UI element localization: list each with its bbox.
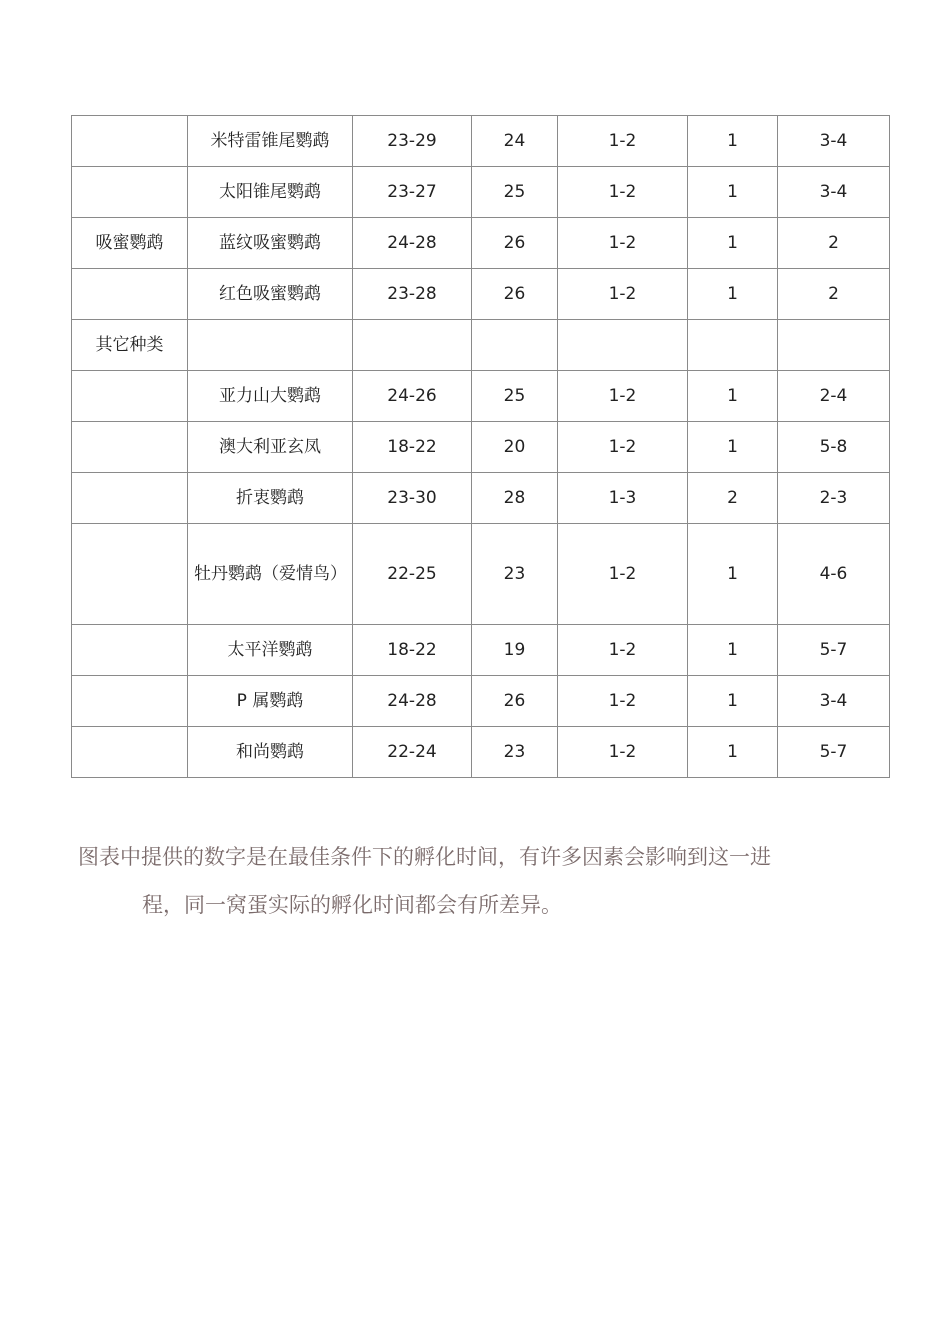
table-row [72,269,890,320]
table-row [72,625,890,676]
value-cell: 3-4 [778,167,890,218]
table-row [72,116,890,167]
group-cell [72,727,188,778]
value-cell: 2-3 [778,473,890,524]
value-cell: 1-2 [558,676,688,727]
species-cell: 米特雷锥尾鹦鹉 [188,116,353,167]
group-cell [72,422,188,473]
value-cell: 3-4 [778,116,890,167]
value-cell: 1-2 [558,269,688,320]
incubation-average-cell: 26 [472,269,558,320]
value-cell: 4-6 [778,524,890,625]
species-cell: 太阳锥尾鹦鹉 [188,167,353,218]
incubation-range-cell: 22-25 [353,524,472,625]
value-cell: 5-7 [778,727,890,778]
species-cell: 牡丹鹦鹉（爱情鸟） [188,524,353,625]
species-cell: 红色吸蜜鹦鹉 [188,269,353,320]
species-cell: 亚力山大鹦鹉 [188,371,353,422]
incubation-average-cell: 26 [472,676,558,727]
incubation-range-cell: 23-29 [353,116,472,167]
value-cell: 1-2 [558,218,688,269]
incubation-average-cell: 23 [472,524,558,625]
table-row [72,218,890,269]
group-cell: 其它种类 [72,320,188,371]
incubation-range-cell: 23-30 [353,473,472,524]
value-cell: 1 [688,269,778,320]
value-cell: 1 [688,167,778,218]
group-cell [72,116,188,167]
incubation-average-cell: 19 [472,625,558,676]
species-cell: 蓝纹吸蜜鹦鹉 [188,218,353,269]
value-cell: 1 [688,422,778,473]
value-cell: 1 [688,371,778,422]
table-row [72,727,890,778]
value-cell: 1-2 [558,371,688,422]
species-cell: 太平洋鹦鹉 [188,625,353,676]
group-cell [72,625,188,676]
species-cell: 和尚鹦鹉 [188,727,353,778]
incubation-average-cell: 23 [472,727,558,778]
value-cell: 1 [688,524,778,625]
value-cell: 2 [688,473,778,524]
group-cell: 吸蜜鹦鹉 [72,218,188,269]
value-cell: 1 [688,218,778,269]
group-cell [72,167,188,218]
value-cell [688,320,778,371]
value-cell [778,320,890,371]
value-cell: 1-2 [558,727,688,778]
table-row [72,320,890,371]
group-cell [72,473,188,524]
value-cell: 1-2 [558,524,688,625]
species-cell: 澳大利亚玄凤 [188,422,353,473]
footnote-line: 图表中提供的数字是在最佳条件下的孵化时间，有许多因素会影响到这一进 [78,845,771,869]
incubation-range-cell: 24-28 [353,676,472,727]
value-cell: 1 [688,676,778,727]
value-cell [558,320,688,371]
incubation-table [71,115,890,778]
incubation-average-cell: 20 [472,422,558,473]
incubation-range-cell: 23-28 [353,269,472,320]
incubation-range-cell: 18-22 [353,625,472,676]
table-row [72,167,890,218]
value-cell: 1-2 [558,422,688,473]
incubation-average-cell [472,320,558,371]
species-cell: 折衷鹦鹉 [188,473,353,524]
value-cell: 1 [688,116,778,167]
value-cell: 2-4 [778,371,890,422]
incubation-range-cell: 22-24 [353,727,472,778]
incubation-range-cell: 23-27 [353,167,472,218]
footnote-line: 程，同一窝蛋实际的孵化时间都会有所差异。 [142,893,562,917]
value-cell: 1-2 [558,116,688,167]
value-cell: 3-4 [778,676,890,727]
group-cell [72,269,188,320]
value-cell: 1 [688,625,778,676]
group-cell [72,371,188,422]
table-row [72,422,890,473]
value-cell: 1-2 [558,167,688,218]
value-cell: 1-2 [558,625,688,676]
incubation-average-cell: 25 [472,371,558,422]
species-cell: P 属鹦鹉 [188,676,353,727]
incubation-average-cell: 26 [472,218,558,269]
table-row [72,473,890,524]
group-cell [72,524,188,625]
value-cell: 5-7 [778,625,890,676]
value-cell: 1 [688,727,778,778]
incubation-range-cell: 24-26 [353,371,472,422]
incubation-average-cell: 28 [472,473,558,524]
value-cell: 2 [778,218,890,269]
incubation-range-cell: 18-22 [353,422,472,473]
footnote-paragraph [78,833,890,929]
species-cell [188,320,353,371]
incubation-average-cell: 24 [472,116,558,167]
incubation-range-cell [353,320,472,371]
table-row [72,524,890,625]
value-cell: 5-8 [778,422,890,473]
table-row [72,676,890,727]
incubation-range-cell: 24-28 [353,218,472,269]
value-cell: 1-3 [558,473,688,524]
value-cell: 2 [778,269,890,320]
table-row [72,371,890,422]
group-cell [72,676,188,727]
incubation-average-cell: 25 [472,167,558,218]
